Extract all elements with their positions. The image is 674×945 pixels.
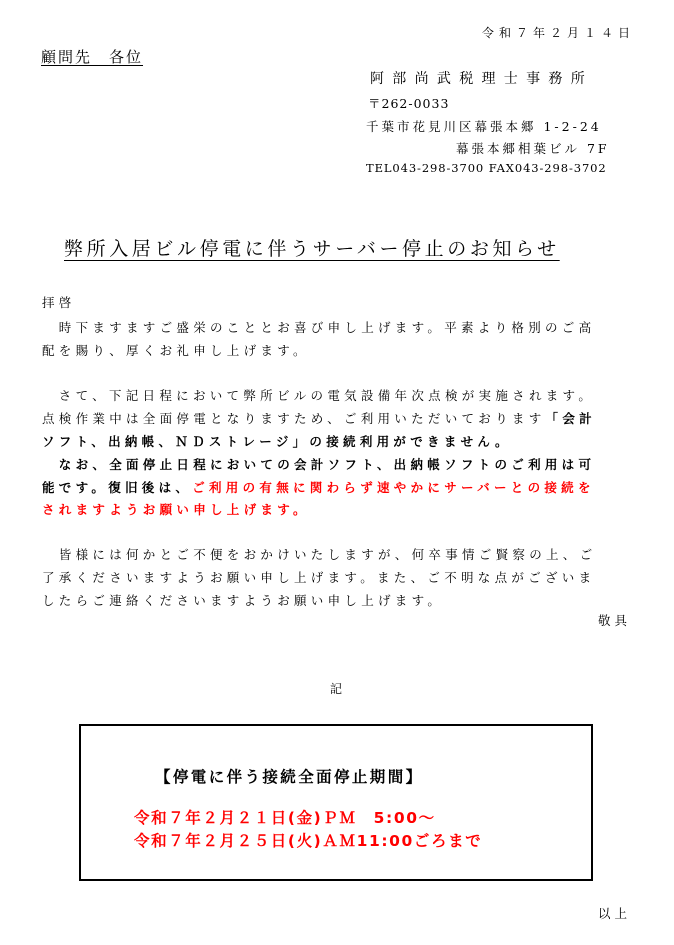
period-start: 令和７年２月２１日(金)ＰＭ 5:00～ xyxy=(134,809,436,827)
sender-contact: TEL043-298-3700 FAX043-298-3702 xyxy=(366,161,607,175)
sender-name: 阿部尚武税理士事務所 xyxy=(370,71,593,87)
para2-line5 xyxy=(42,478,595,496)
para2-line4: なお、全面停止日程においての会計ソフト、出納帳ソフトのご利用は可 xyxy=(42,457,596,472)
para3-line1: 皆様には何かとご不便をおかけいたしますが、何卒事情ご賢察の上、ご xyxy=(42,547,597,562)
notice-box-heading: 【停電に伴う接続全面停止期間】 xyxy=(155,768,424,786)
para2-line3: ソフト、出納帳、ＮＤストレージ」の接続利用ができません。 xyxy=(42,434,512,449)
recipient: 顧問先 各位 xyxy=(41,48,144,66)
para2-line1: さて、下記日程において弊所ビルの電気設備年次点検が実施されます。 xyxy=(42,388,596,403)
para3-line2: 了承くださいますようお願い申し上げます。また、ご不明な点がございま xyxy=(42,570,596,585)
para2-line2 xyxy=(42,409,596,427)
para2-line5-red: ご利用の有無に関わらず速やかにサーバーとの接続を xyxy=(192,480,595,495)
notice-box xyxy=(79,724,593,881)
para1-line1: 時下ますますご盛栄のこととお喜び申し上げます。平素より格別のご高 xyxy=(42,320,596,335)
para2-line5-bold: 能です。復旧後は、 xyxy=(42,480,193,495)
document-date: 令和７年２月１４日 xyxy=(482,26,636,40)
para2-line2-normal: 点検作業中は全面停電となりますため、ご利用いただいております xyxy=(42,411,546,426)
sender-address-line1: 千葉市花見川区幕張本郷 1-2-24 xyxy=(366,119,602,134)
para3-line3: したらご連絡くださいますようお願い申し上げます。 xyxy=(42,593,445,608)
para2-line2-bold: 「会計 xyxy=(545,411,596,426)
closing-keigu: 敬具 xyxy=(598,613,632,628)
sender-postal-code: 〒262-0033 xyxy=(368,96,450,111)
para2-line6: されますようお願い申し上げます。 xyxy=(42,502,310,517)
ki-marker: 記 xyxy=(330,682,343,696)
sender-address-line2: 幕張本郷相葉ビル 7F xyxy=(456,141,610,156)
greeting: 拝啓 xyxy=(42,295,76,310)
para1-line2: 配を賜り、厚くお礼申し上げます。 xyxy=(42,343,310,358)
end-mark: 以上 xyxy=(598,906,632,921)
document-title: 弊所入居ビル停電に伴うサーバー停止のお知らせ xyxy=(64,238,560,260)
period-end: 令和７年２月２５日(火)ＡＭ11:00ごろまで xyxy=(134,832,483,850)
